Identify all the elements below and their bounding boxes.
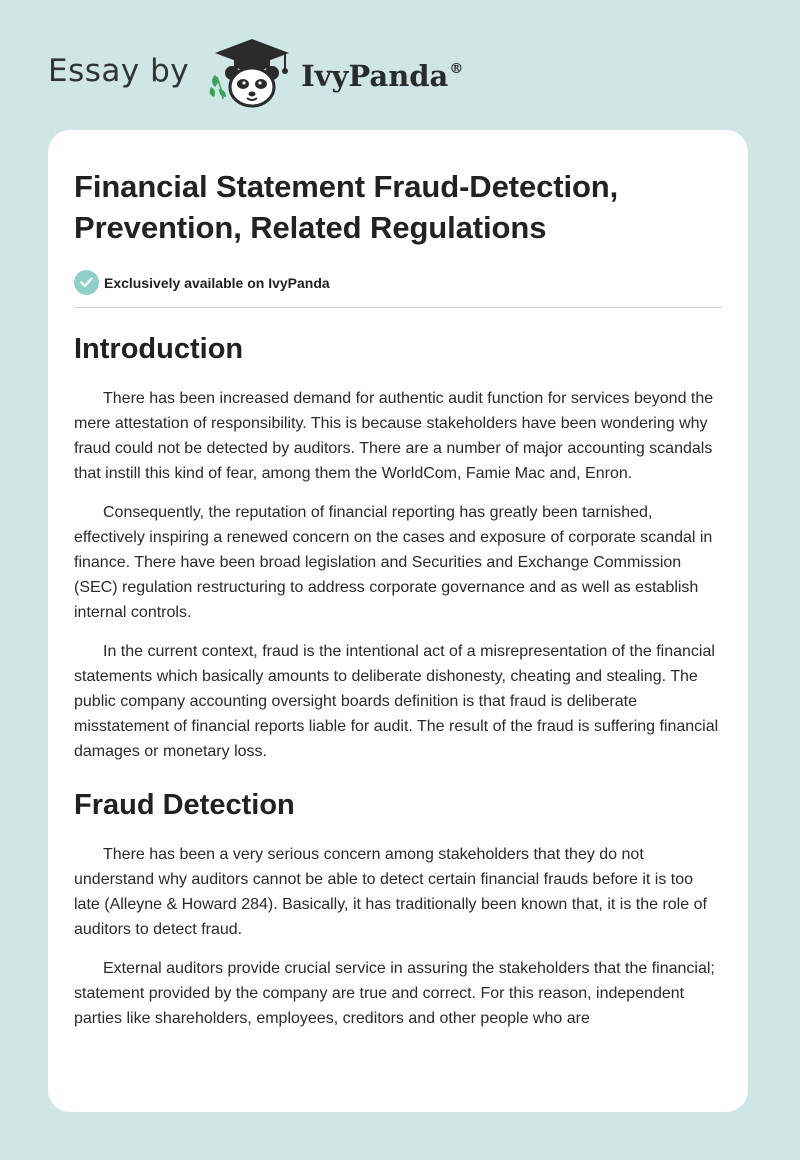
paragraph: Consequently, the reputation of financial reporting has greatly been tarnished, effectively inspiring a renewed concern on the cases and exposure of corporate scandal in finance. There have been broad legislation and Securities and Exchange Commission (SEC) regulation restructuring to address corporate governance and as well as establish internal controls.	[74, 504, 713, 621]
section-heading: Fraud Detection	[74, 789, 295, 821]
check-icon	[74, 270, 99, 295]
exclusive-badge	[74, 270, 722, 295]
paragraph: There has been a very serious concern among stakeholders that they do not understand why auditors cannot be able to detect certain financial frauds before it is too late (Alleyne & Howard 284). Basically, it has traditionally been known that, it is the role of auditors to detect fraud.	[74, 846, 707, 938]
paragraph: There has been increased demand for authentic audit function for services beyond the mere attestation of responsibility. This is because stakeholders have been wondering why fraud could not be detected by auditors. There are a number of major accounting scandals that instill this kind of fear, among them the WorldCom, Famie Mac and, Enron.	[74, 390, 714, 482]
page-title	[74, 166, 722, 248]
section-heading: Introduction	[74, 333, 244, 365]
brand-text: IvyPanda	[301, 59, 449, 93]
divider	[74, 307, 722, 308]
registered-mark: ®	[449, 61, 464, 77]
site-header	[48, 34, 548, 114]
paragraph: In the current context, fraud is the intentional act of a misrepresentation of the financial statements which basically amounts to deliberate dishonesty, cheating and stealing. The public company accounting oversight boards definition is that fraud is deliberate misstatement of financial reports liable for audit. The result of the fraud is suffering financial damages or monetary loss.	[74, 643, 719, 760]
brand-name[interactable]	[301, 59, 463, 93]
section-introduction	[74, 332, 722, 764]
exclusive-label: Exclusively available on IvyPanda	[104, 274, 330, 291]
panda-graduate-icon[interactable]	[207, 37, 297, 111]
essay-by-label: Essay by	[48, 53, 190, 89]
title-line-2: Prevention, Related Regulations	[74, 210, 547, 245]
paragraph: External auditors provide crucial service in assuring the stakeholders that the financial; statement provided by the company are true and correct. For this reason, independent parties like shareholders, employees, creditors and other people who are	[74, 960, 715, 1027]
section-fraud-detection	[74, 788, 722, 1031]
essay-card	[48, 130, 748, 1112]
title-line-1: Financial Statement Fraud-Detection,	[74, 169, 619, 204]
